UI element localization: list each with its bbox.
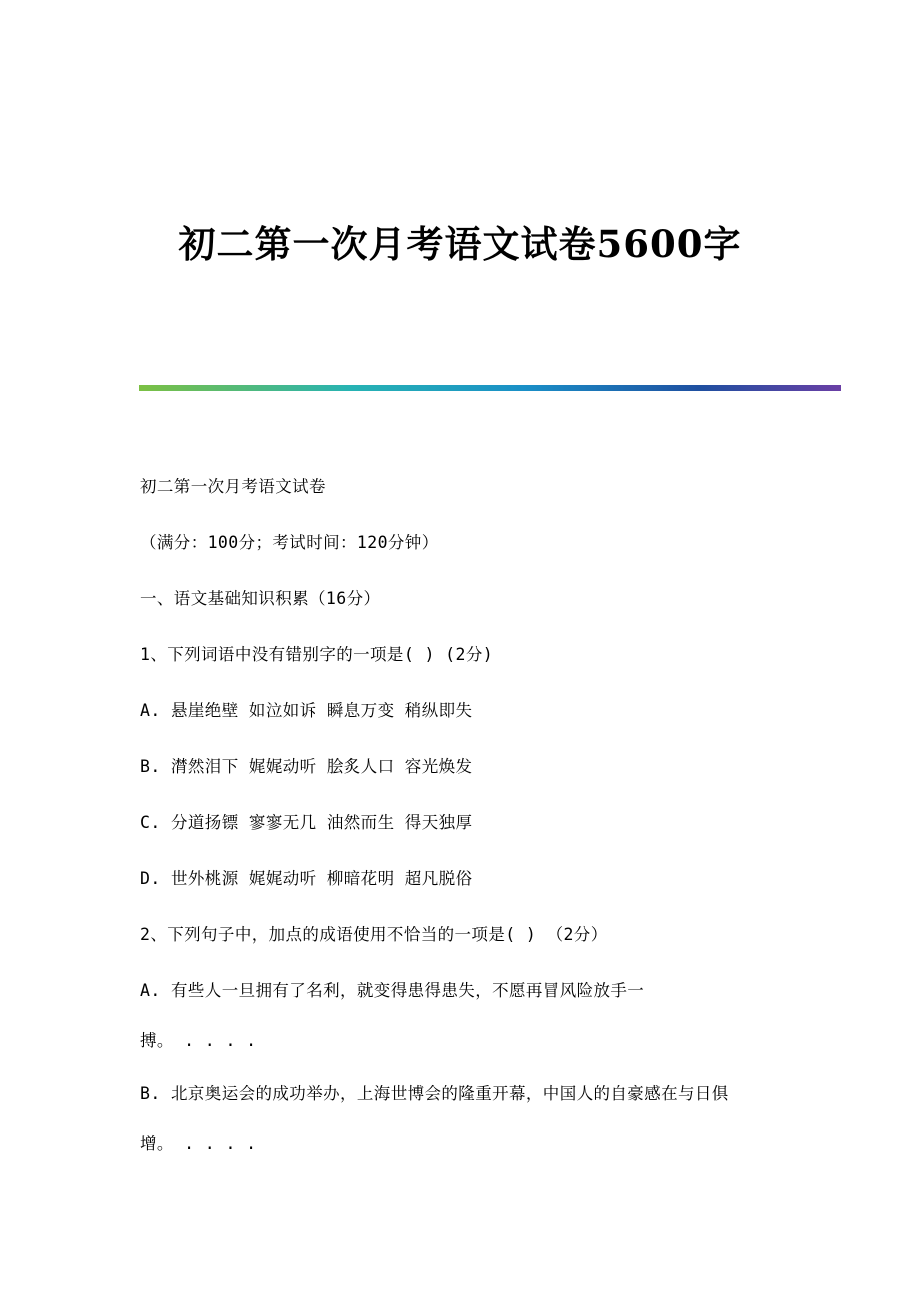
- q2-option-a: A. 有些人一旦拥有了名利，就变得患得患失，不愿再冒风险放手一: [140, 981, 645, 1000]
- section-heading: 一、语文基础知识积累（16分）: [140, 589, 381, 608]
- q2-option-b-cont: 增。 . . . .: [140, 1134, 257, 1153]
- gradient-divider: [139, 385, 841, 391]
- question-2: 2、下列句子中，加点的成语使用不恰当的一项是( ) （2分）: [140, 925, 608, 944]
- document-title: 初二第一次月考语文试卷5600字: [178, 222, 742, 266]
- exam-heading: 初二第一次月考语文试卷: [140, 477, 326, 496]
- option-a: A. 悬崖绝壁 如泣如诉 瞬息万变 稍纵即失: [140, 701, 473, 720]
- option-b: B. 潸然泪下 娓娓动听 脍炙人口 容光焕发: [140, 757, 473, 776]
- q2-option-a-cont: 搏。 . . . .: [140, 1031, 257, 1050]
- exam-meta: （满分：100分；考试时间：120分钟）: [140, 533, 439, 552]
- q2-option-b: B. 北京奥运会的成功举办，上海世博会的隆重开幕，中国人的自豪感在与日俱: [140, 1084, 729, 1103]
- question-1: 1、下列词语中没有错别字的一项是( ) (2分): [140, 645, 494, 664]
- option-c: C. 分道扬镖 寥寥无几 油然而生 得天独厚: [140, 813, 473, 832]
- option-d: D. 世外桃源 娓娓动听 柳暗花明 超凡脱俗: [140, 869, 473, 888]
